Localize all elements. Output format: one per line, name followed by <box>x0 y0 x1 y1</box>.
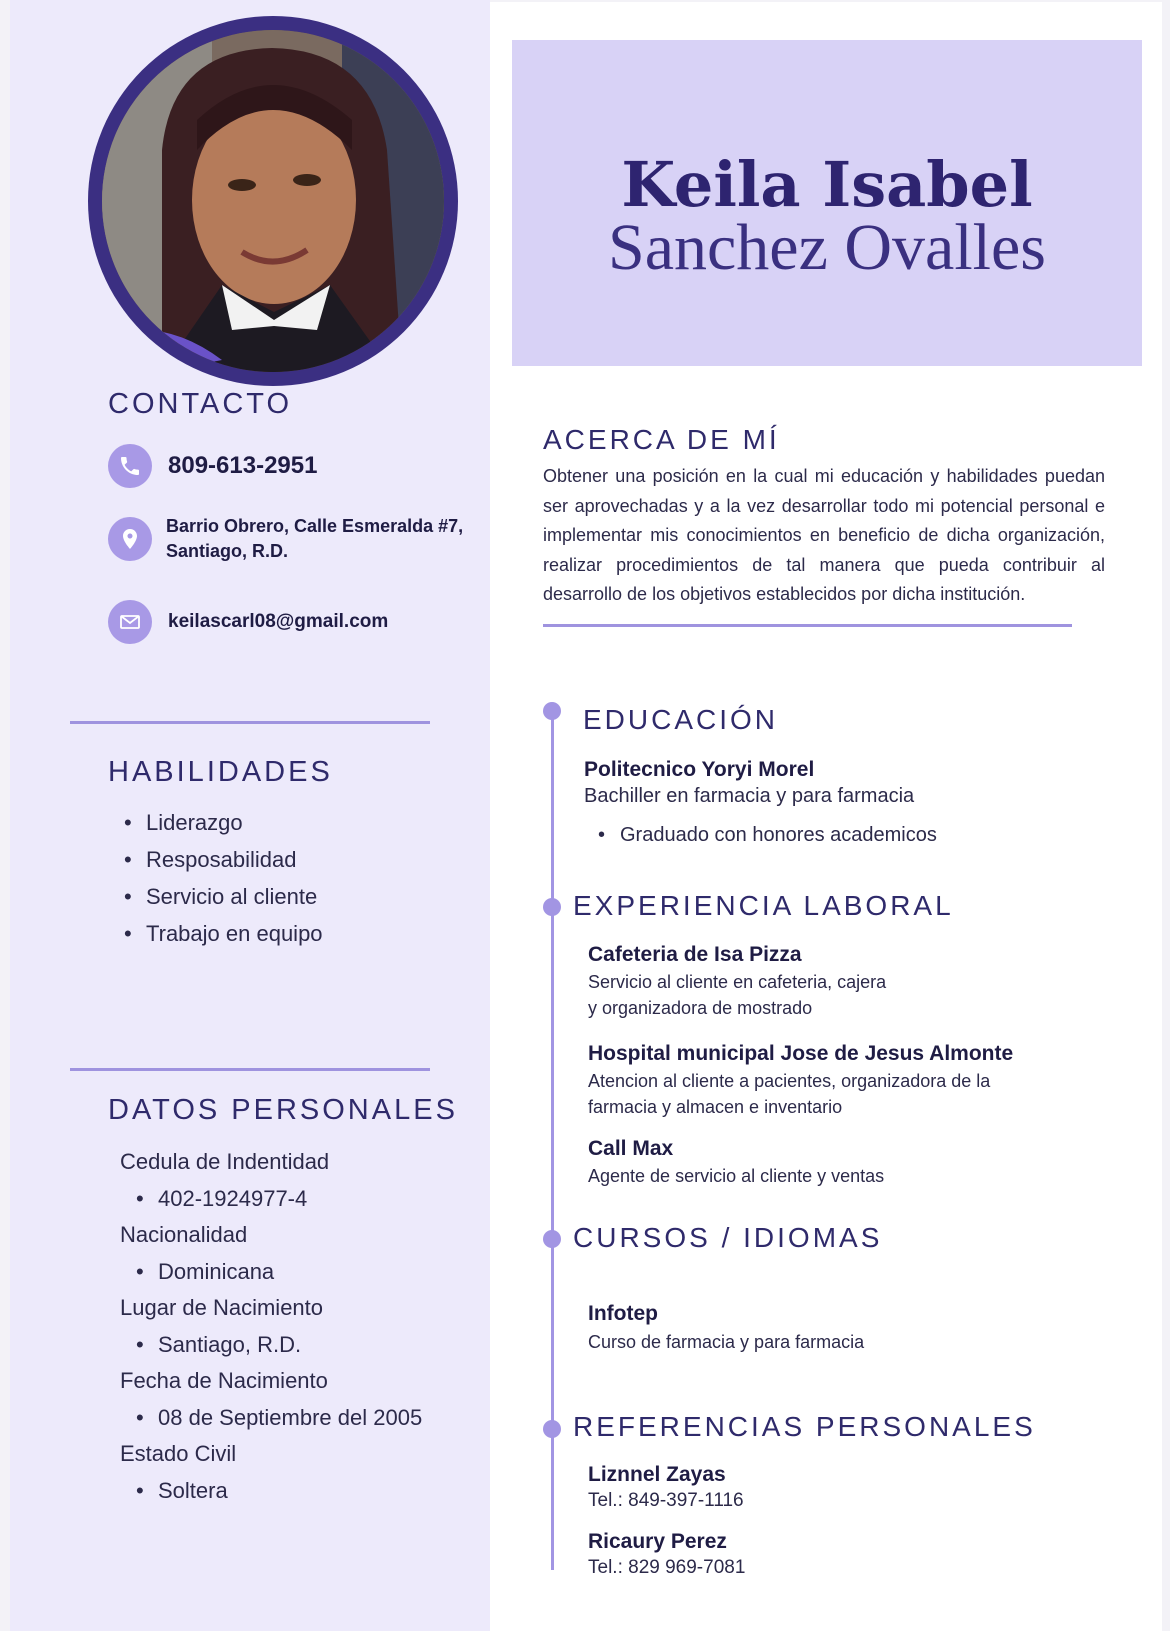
job-title: Cafeteria de Isa Pizza <box>588 943 802 966</box>
timeline-line <box>551 712 554 1570</box>
timeline-dot <box>543 1420 561 1438</box>
phone-icon <box>108 444 152 488</box>
id-value: • 402-1924977-4 <box>132 1181 422 1218</box>
job-description <box>588 1068 990 1120</box>
personal-data <box>120 1144 422 1509</box>
skills-list <box>120 804 323 952</box>
first-name: Keila Isabel <box>621 148 1033 221</box>
job-line: Agente de servicio al cliente y ventas <box>588 1166 885 1186</box>
birthplace-value: • Santiago, R.D. <box>132 1327 422 1364</box>
profile-photo-frame <box>88 16 458 386</box>
reference-phone: Tel.: 829 969-7081 <box>588 1557 746 1578</box>
sidebar-divider-2 <box>70 1068 430 1071</box>
contact-heading: CONTACTO <box>108 388 293 420</box>
job-line: y organizadora de mostrado <box>588 998 813 1018</box>
job-description <box>588 1163 884 1189</box>
profile-photo <box>102 30 444 372</box>
skill-item: • Resposabilidad <box>120 841 323 878</box>
profile-photo-image <box>102 30 444 372</box>
email-row <box>108 600 388 644</box>
education-bullets <box>594 822 937 848</box>
timeline-dot <box>543 898 561 916</box>
birthdate-value: • 08 de Septiembre del 2005 <box>132 1400 422 1437</box>
job-title: Hospital municipal Jose de Jesus Almonte <box>588 1042 1014 1065</box>
timeline-dot <box>543 1230 561 1248</box>
civil-status-label: Estado Civil <box>120 1441 237 1466</box>
phone-number: 809-613-2951 <box>168 452 318 479</box>
address-row <box>108 514 463 564</box>
nationality-label: Nacionalidad <box>120 1222 248 1247</box>
email-address: keilascarl08@gmail.com <box>168 611 389 632</box>
nationality-value: • Dominicana <box>132 1254 422 1291</box>
name-banner <box>512 40 1142 366</box>
job-line: Servicio al cliente en cafeteria, cajera <box>588 972 887 992</box>
personal-heading: DATOS PERSONALES <box>108 1094 458 1126</box>
address-line1: Barrio Obrero, Calle Esmeralda #7, <box>166 516 464 536</box>
references-heading: REFERENCIAS PERSONALES <box>573 1411 1036 1442</box>
about-text: Obtener una posición en la cual mi educación y habilidades puedan ser aprovechadas y a la vez desarrollar todo mi potencial personal e implementar mis conocimientos en beneficio de dicha organización, realizar procedimientos de tal manera que pueda contribuir al desarrollo de los objetivos establecidos por dicha institución. <box>543 466 1105 604</box>
job-line: Atencion al cliente a pacientes, organizadora de la <box>588 1071 991 1091</box>
school-name: Politecnico Yoryi Morel <box>584 758 815 781</box>
about-divider <box>543 624 1072 627</box>
civil-status-value: • Soltera <box>132 1473 422 1510</box>
birthdate-label: Fecha de Nacimiento <box>120 1368 328 1393</box>
last-name: Sanchez Ovalles <box>608 211 1046 284</box>
timeline-dot <box>543 702 561 720</box>
sidebar-divider-1 <box>70 721 430 724</box>
course-title: Infotep <box>588 1302 658 1325</box>
phone-row <box>108 444 317 488</box>
skill-item: • Trabajo en equipo <box>120 915 323 952</box>
address <box>166 514 463 564</box>
reference-name: Liznnel Zayas <box>588 1463 726 1486</box>
honor-item: • Graduado con honores academicos <box>594 822 937 848</box>
job-title: Call Max <box>588 1137 674 1160</box>
about-heading: ACERCA DE MÍ <box>543 424 780 455</box>
birthplace-label: Lugar de Nacimiento <box>120 1295 324 1320</box>
sidebar <box>10 0 490 1631</box>
courses-heading: CURSOS / IDIOMAS <box>573 1222 883 1253</box>
experience-heading: EXPERIENCIA LABORAL <box>573 890 954 921</box>
skill-item: • Liderazgo <box>120 804 323 841</box>
job-description <box>588 969 886 1021</box>
main-content <box>490 2 1162 1631</box>
reference-phone: Tel.: 849-397-1116 <box>588 1490 744 1511</box>
address-line2: Santiago, R.D. <box>166 541 289 561</box>
skill-item: • Servicio al cliente <box>120 878 323 915</box>
job-line: farmacia y almacen e inventario <box>588 1097 843 1117</box>
reference-name: Ricaury Perez <box>588 1530 727 1553</box>
id-label: Cedula de Indentidad <box>120 1149 330 1174</box>
course-description: Curso de farmacia y para farmacia <box>588 1332 865 1352</box>
envelope-icon <box>108 600 152 644</box>
education-heading: EDUCACIÓN <box>583 704 779 735</box>
skills-heading: HABILIDADES <box>108 756 333 788</box>
location-pin-icon <box>108 517 152 561</box>
degree: Bachiller en farmacia y para farmacia <box>584 785 915 807</box>
